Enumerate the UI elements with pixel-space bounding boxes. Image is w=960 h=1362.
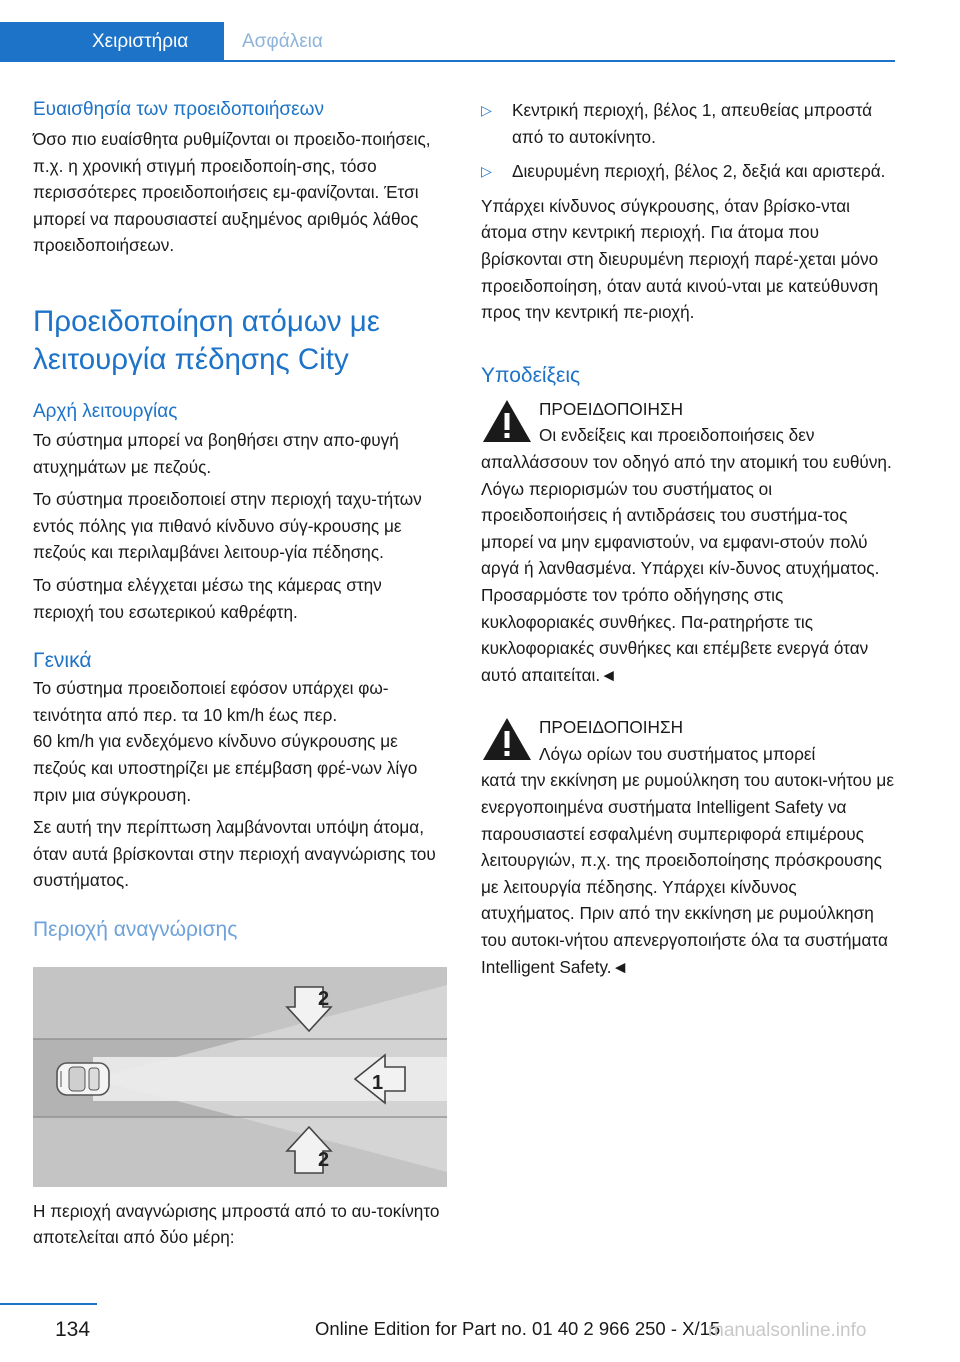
general-paragraph-1b: 60 km/h για ενδεχόμενο κίνδυνο σύγκρουσης με πεζούς και υποστηρίζει με επέμβαση φρέ-νων λίγο πριν μια σύγκρουση.: [33, 731, 418, 805]
notes-heading: Υποδείξεις: [481, 363, 581, 387]
principle-heading: Αρχή λειτουργίας: [33, 400, 178, 422]
sensitivity-text: Όσο πιο ευαίσθητα ρυθμίζονται οι προειδο-ποιήσεις, π.χ. η χρονική στιγμή προειδοποίη-σης, τόσο περισσότερες προειδοποιήσεις εμ-φανίζονται. Έτσι μπορεί να παρουσιαστεί αυξημένος αριθμός λάθος προειδοποιήσεων.: [33, 129, 431, 256]
general-paragraph-1a: Το σύστημα προειδοποιεί εφόσον υπάρχει φω-τεινότητα από περ. τα 10 km/h έως περ.: [33, 678, 389, 725]
triangle-bullet-icon: ▷: [481, 163, 492, 180]
general-heading: Γενικά: [33, 649, 92, 673]
detection-area-illustration: [33, 967, 447, 1187]
warning-title: ΠΡΟΕΙΔΟΠΟΙΗΣΗ: [539, 398, 683, 419]
detection-area-figure: [33, 967, 447, 1187]
warning-triangle-icon: [481, 398, 533, 444]
principle-paragraph-2: Το σύστημα προειδοποιεί στην περιοχή ταχυ-τήτων εντός πόλης για πιθανό κίνδυνο σύγ-κρουσης με πεζούς και περιλαμβάνει λειτουρ-γία πέδησης.: [33, 489, 422, 563]
general-paragraph-2: Σε αυτή την περίπτωση λαμβάνονται υπόψη άτομα, όταν αυτά βρίσκονται στην περιοχή αναγνώρισης του συστήματος.: [33, 817, 436, 891]
left-column: [33, 97, 447, 1251]
list-item: [481, 158, 895, 185]
detection-text: Η περιοχή αναγνώρισης μπροστά από το αυ-τοκίνητο αποτελείται από δύο μέρη:: [33, 1200, 440, 1248]
page-number: 134: [55, 1318, 91, 1341]
tab-safety[interactable]: Ασφάλεια: [242, 31, 323, 52]
figure-label-2-upper: 2: [318, 987, 330, 1010]
warning-text: απαλλάσσουν τον οδηγό από την ατομική του ευθύνη. Λόγω περιορισμών του συστήματος οι προειδοποιήσεις ή αντιδράσεις του συστήμα-τος μπορεί να μην εμφανιστούν, να εμφανι-στούν πολύ αργά ή λανθασμένα. Υπάρχει κίν-δυνος ατυχήματος. Προσαρμόστε τον τρόπο οδήγησης στις κυκλοφοριακές συνθήκες. Πα-ρατηρήστε τις κυκλοφοριακές συνθήκες και επέμβετε ενεργά όταν αυτό απαιτείται.◄: [481, 451, 892, 685]
warning-first-line: Οι ενδείξεις και προειδοποιήσεις δεν: [539, 425, 815, 446]
figure-label-1: 1: [372, 1071, 384, 1094]
warning-text: κατά την εκκίνηση με ρυμούλκηση του αυτοκι-νήτου με ενεργοποιημένα συστήματα Intelligent Safety να παρουσιαστεί εσφαλμένη συμπεριφορά επιμέρους λειτουργιών, π.χ. της προειδοποίησης πρόσκρουσης με λειτουργία πέδησης. Υπάρχει κίνδυνος ατυχήματος. Πριν από την εκκίνηση με ρυμούλκηση του αυτοκι-νήτου απενεργοποιήστε όλα τα συστήματα Intelligent Safety.◄: [481, 770, 894, 977]
warning-first-line: Λόγω ορίων του συστήματος μπορεί: [539, 743, 816, 764]
right-column: [481, 97, 895, 980]
main-heading: Προειδοποίηση ατόμων με λειτουργία πέδησης City: [33, 304, 380, 376]
bullet-text-1: Κεντρική περιοχή, βέλος 1, απευθείας μπροστά από το αυτοκίνητο.: [512, 100, 873, 147]
car-icon: [57, 1063, 109, 1095]
page-header: [0, 22, 895, 62]
sensitivity-heading: Ευαισθησία των προειδοποιήσεων: [33, 99, 324, 120]
detection-parts-list: [481, 97, 895, 185]
principle-paragraph-1: Το σύστημα μπορεί να βοηθήσει στην απο-φυγή ατυχημάτων με πεζούς.: [33, 429, 399, 477]
triangle-bullet-icon: ▷: [481, 102, 492, 118]
tab-controls[interactable]: Χειριστήρια: [0, 22, 224, 62]
collision-text: Υπάρχει κίνδυνος σύγκρουσης, όταν βρίσκο-νται άτομα στην κεντρική περιοχή. Για άτομα που βρίσκονται στη διευρυμένη περιοχή παρέ-χεται μόνο προειδοποίηση, όταν αυτά κινού-νται με κατεύθυνση προς την κεντρική πε-ριοχή.: [481, 195, 879, 323]
watermark: manualsonline.info: [708, 1320, 867, 1341]
list-item: [481, 97, 895, 150]
warning-triangle-icon: [481, 716, 533, 762]
header-rule: [224, 60, 895, 62]
bullet-text-2: Διευρυμένη περιοχή, βέλος 2, δεξιά και αριστερά.: [512, 161, 886, 182]
warning-box-1: [481, 396, 895, 689]
principle-paragraph-3: Το σύστημα ελέγχεται μέσω της κάμερας στην περιοχή του εσωτερικού καθρέφτη.: [33, 574, 382, 622]
warning-box-2: [481, 714, 895, 980]
footer-rule: [0, 1303, 97, 1305]
figure-label-2-lower: 2: [318, 1148, 330, 1171]
detection-heading: Περιοχή αναγνώρισης: [33, 917, 238, 941]
edition-text: Online Edition for Part no. 01 40 2 966 250 - X/15: [315, 1318, 721, 1339]
warning-title: ΠΡΟΕΙΔΟΠΟΙΗΣΗ: [539, 717, 683, 738]
